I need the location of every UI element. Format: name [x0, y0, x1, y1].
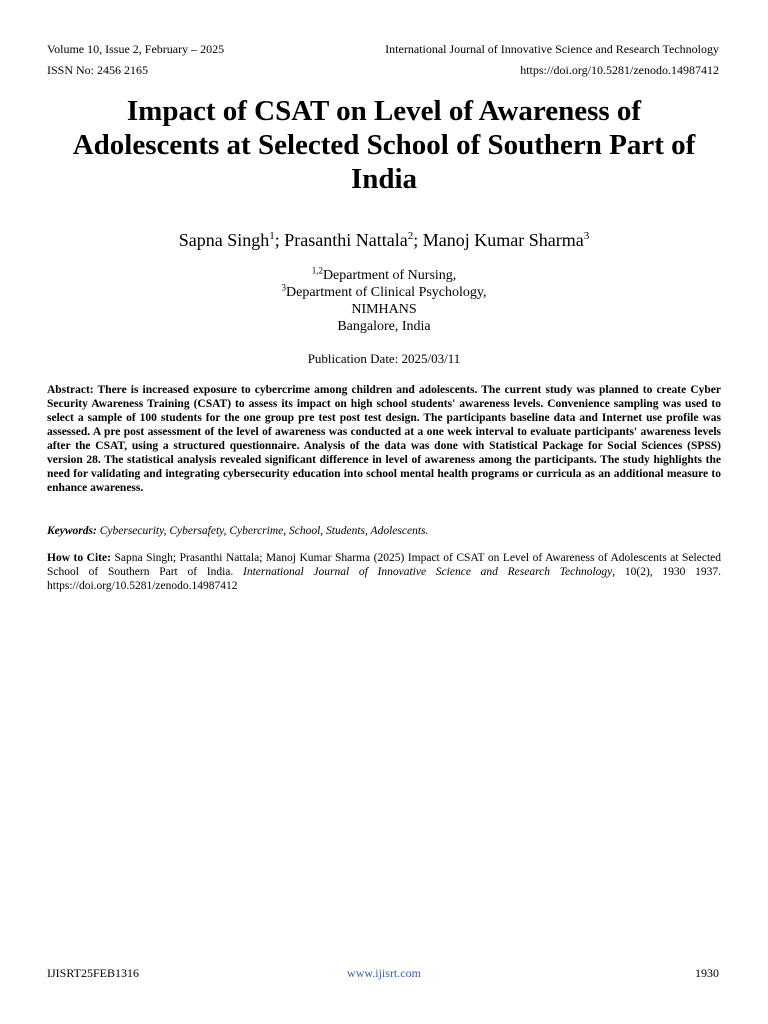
- header-journal-name: International Journal of Innovative Science and Research Technology: [385, 42, 719, 56]
- abstract-label: Abstract:: [47, 384, 94, 396]
- keywords: [47, 524, 721, 538]
- author-affil-mark: 1: [269, 230, 275, 242]
- keywords-values: Cybersecurity, Cybersafety, Cybercrime, School, Students, Adolescents.: [96, 525, 429, 537]
- affiliation-line: $^3$Department of Clinical Psychology,: [281, 282, 487, 300]
- author-list: [0, 229, 768, 251]
- cite-text: Sapna Singh; Prasanthi Nattala; Manoj Kumar Sharma (2025) Impact of CSAT on Level of Awareness of Adolescents at Selected School of Southern Part of India.: [47, 552, 722, 578]
- publication-date: Publication Date: 2025/03/11: [307, 351, 461, 366]
- affiliation-line: NIMHANS: [351, 302, 417, 317]
- keywords-label: Keywords:: [47, 525, 97, 537]
- paper-title: Impact of CSAT on Level of Awareness of Adolescents at Selected School of Southern Part of India: [72, 95, 696, 195]
- how-to-cite: [47, 551, 721, 593]
- affiliations: [0, 267, 768, 335]
- header-issn: ISSN No: 2456 2165: [47, 63, 149, 77]
- author-name: Sapna Singh: [178, 230, 270, 250]
- author-separator: ;: [274, 230, 285, 250]
- affiliation-line: $^{1,2}$Department of Nursing,: [311, 265, 457, 283]
- author-affil-mark: 3: [583, 230, 590, 242]
- cite-text-tail: , 10(2), 1930 1937. https://doi.org/10.5281/zenodo.14987412: [47, 566, 721, 592]
- header-doi-link[interactable]: https://doi.org/10.5281/zenodo.14987412: [520, 63, 719, 77]
- author-name: Manoj Kumar Sharma: [422, 230, 584, 250]
- abstract-text: There is increased exposure to cybercrime among children and adolescents. The current study was planned to create Cyber Security Awareness Training (CSAT) to assess its impact on high school students' awareness levels. Convenience sampling was used to select a sample of 100 students for the one group pre test post test design. The participants baseline data and Internet use profile was assessed. A pre post assessment of the level of awareness was conducted at a one week interval to evaluate participants' awareness levels after the CSAT, using a structured questionnaire. Analysis of the data was done with Statistical Package for Social Sciences (SPSS) version 28. The statistical analysis revealed significant difference in level of awareness among the participants. The study highlights the need for validating and integrating cybersecurity education into school mental health programs or curricula as an additional measure to enhance awareness.: [47, 384, 721, 494]
- author-name: Prasanthi Nattala: [284, 230, 408, 250]
- author-separator: ;: [413, 230, 423, 250]
- cite-journal: International Journal of Innovative Science and Research Technology: [242, 566, 613, 578]
- affiliation-line: Bangalore, India: [337, 319, 431, 334]
- cite-label: How to Cite:: [47, 552, 111, 564]
- author-affil-mark: 2: [407, 230, 414, 242]
- header-volume: Volume 10, Issue 2, February – 2025: [47, 42, 225, 56]
- abstract: [47, 383, 721, 495]
- footer-paper-id: IJISRT25FEB1316: [47, 966, 139, 980]
- footer-page-number: 1930: [695, 966, 719, 980]
- footer-website-link[interactable]: www.ijisrt.com: [347, 966, 421, 980]
- affiliation-mark: 1,2: [311, 265, 323, 276]
- affiliation-mark: 3: [281, 282, 286, 293]
